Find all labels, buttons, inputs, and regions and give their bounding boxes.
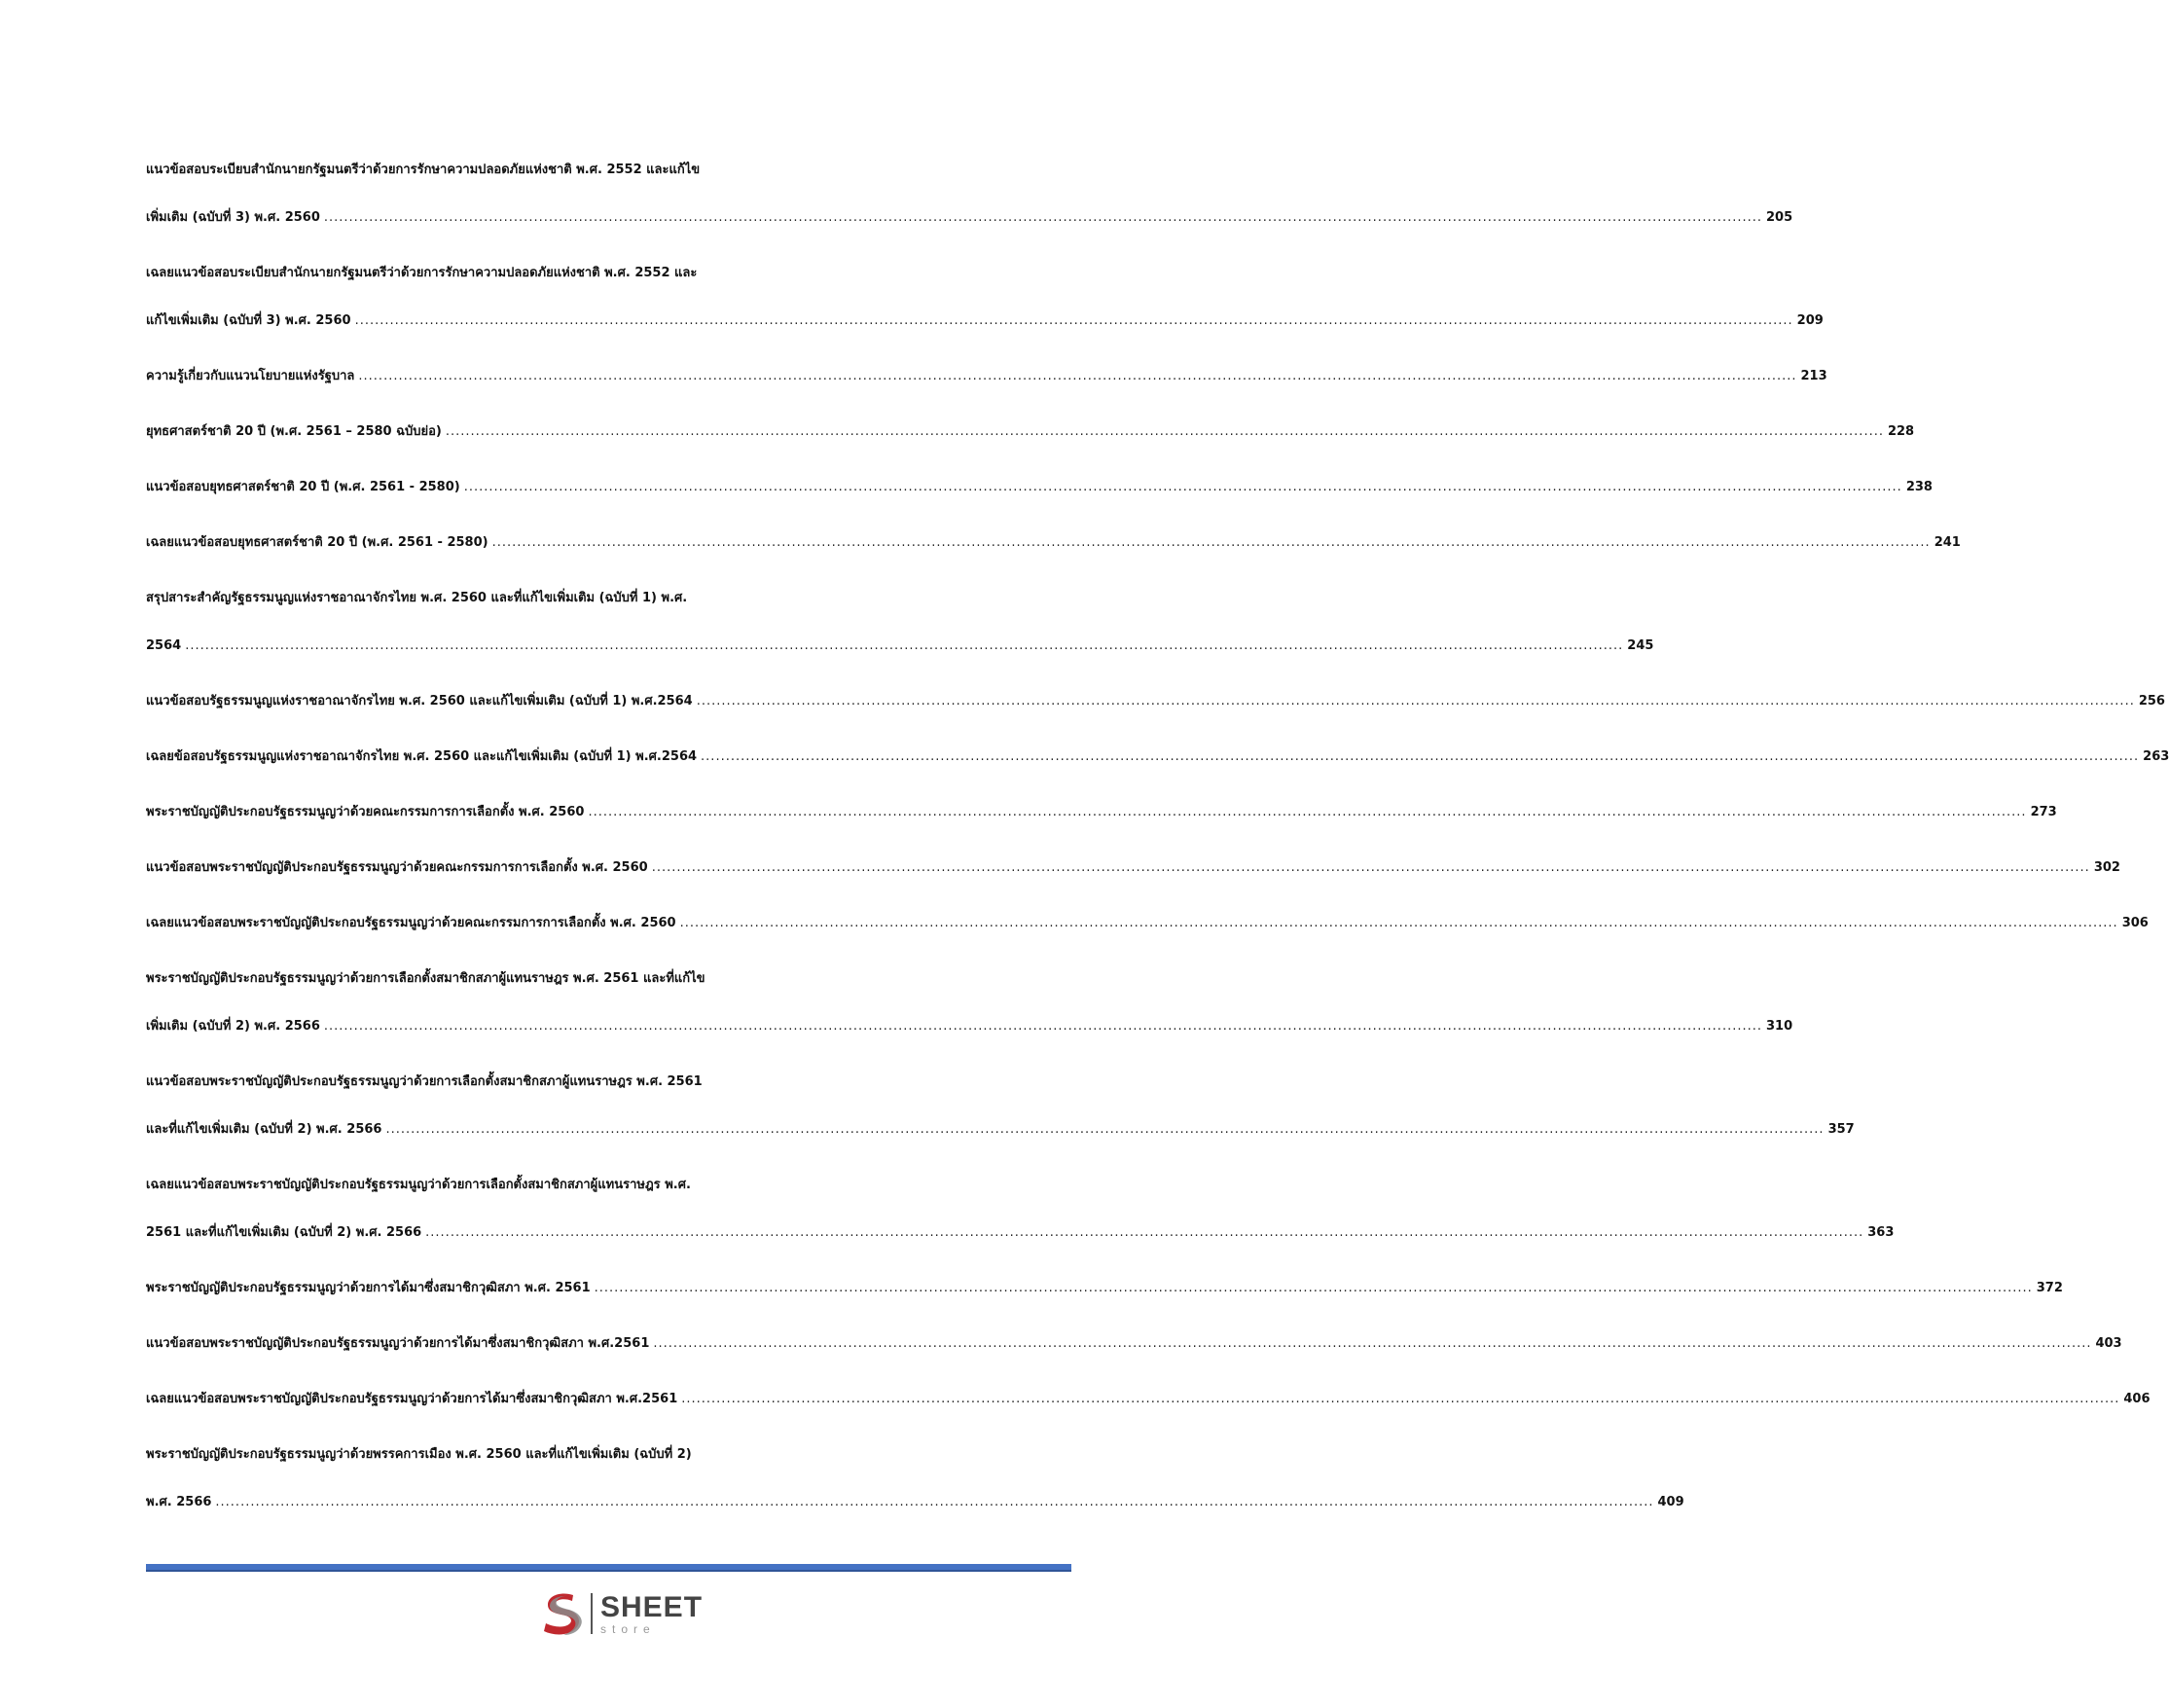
- toc-dot-leader: [358, 352, 1796, 400]
- toc-entry[interactable]: [146, 1375, 2151, 1423]
- toc-entry-last-line: [146, 297, 1824, 345]
- toc-page-number: 306: [2121, 916, 2149, 930]
- toc-dot-leader: [595, 1264, 2033, 1312]
- toc-entry[interactable]: [146, 788, 2057, 836]
- toc-entry-title-line: พระราชบัญญัติประกอบรัฐธรรมนูญว่าด้วยพรรคการเมือง พ.ศ. 2560 และที่แก้ไขเพิ่มเติม (ฉบับที่ 2): [146, 1447, 692, 1462]
- toc-entry-title: พระราชบัญญัติประกอบรัฐธรรมนูญว่าด้วยคณะกรรมการการเลือกตั้ง พ.ศ. 2560: [146, 805, 585, 819]
- toc-page-number: 241: [1934, 535, 1961, 550]
- toc-dot-leader: [653, 1320, 2091, 1367]
- toc-entry[interactable]: [146, 677, 2165, 725]
- toc-page-number: 238: [1905, 480, 1933, 494]
- toc-entry-title: ความรู้เกี่ยวกับแนวนโยบายแห่งรัฐบาล: [146, 369, 355, 383]
- toc-entry[interactable]: [146, 733, 2169, 781]
- toc-entry-last-line: [146, 1264, 2063, 1312]
- toc-entry-title-line: เฉลยแนวข้อสอบพระราชบัญญัติประกอบรัฐธรรมนูญว่าด้วยการเลือกตั้งสมาชิกสภาผู้แทนราษฎร พ.ศ.: [146, 1178, 691, 1192]
- toc-entry[interactable]: [146, 408, 1915, 455]
- toc-entry[interactable]: [146, 146, 1793, 241]
- toc-entry-last-line: [146, 733, 2169, 781]
- toc-page-number: 263: [2143, 749, 2169, 764]
- toc-entry-title: 2564: [146, 638, 182, 653]
- toc-page-number: 245: [1627, 638, 1654, 653]
- toc-entry[interactable]: [146, 1431, 1684, 1526]
- toc-page-number: 256: [2138, 694, 2165, 709]
- logo-main-text: SHEET: [600, 1590, 704, 1623]
- toc-entry-last-line: [146, 463, 1933, 511]
- toc-page-number: 403: [2095, 1336, 2122, 1351]
- toc-entry-title: เฉลยแนวข้อสอบพระราชบัญญัติประกอบรัฐธรรมนูญว่าด้วยคณะกรรมการการเลือกตั้ง พ.ศ. 2560: [146, 916, 676, 930]
- toc-entry-title: แนวข้อสอบพระราชบัญญัติประกอบรัฐธรรมนูญว่าด้วยคณะกรรมการการเลือกตั้ง พ.ศ. 2560: [146, 860, 648, 875]
- sheet-store-logo-icon: [540, 1589, 585, 1638]
- toc-entry-last-line: [146, 622, 1654, 670]
- toc-entry-title: เฉลยข้อสอบรัฐธรรมนูญแห่งราชอาณาจักรไทย พ.ศ. 2560 และแก้ไขเพิ่มเติม (ฉบับที่ 1) พ.ศ.2564: [146, 749, 698, 764]
- toc-page-number: 302: [2093, 860, 2120, 875]
- toc-dot-leader: [446, 408, 1884, 455]
- toc-entry-title: แนวข้อสอบรัฐธรรมนูญแห่งราชอาณาจักรไทย พ.ศ. 2560 และแก้ไขเพิ่มเติม (ฉบับที่ 1) พ.ศ.2564: [146, 694, 693, 709]
- toc-page-number: 228: [1887, 424, 1915, 439]
- toc-entry-title-line: เฉลยแนวข้อสอบระเบียบสำนักนายกรัฐมนตรีว่าด้วยการรักษาความปลอดภัยแห่งชาติ พ.ศ. 2552 และ: [146, 266, 698, 280]
- toc-entry[interactable]: [146, 352, 1827, 400]
- toc-dot-leader: [464, 463, 1902, 511]
- toc-entry-last-line: [146, 194, 1793, 241]
- toc-page-number: 213: [1800, 369, 1827, 383]
- toc-dot-leader: [652, 844, 2090, 891]
- toc-page-number: 310: [1766, 1019, 1793, 1034]
- toc-entry-title: เพิ่มเติม (ฉบับที่ 2) พ.ศ. 2566: [146, 1019, 320, 1034]
- toc-dot-leader: [215, 1478, 1653, 1526]
- toc-entry[interactable]: [146, 1320, 2122, 1367]
- toc-dot-leader: [701, 733, 2139, 781]
- toc-entry[interactable]: [146, 249, 1824, 345]
- toc-dot-leader: [681, 1375, 2119, 1423]
- toc-page-number: 406: [2123, 1392, 2151, 1406]
- toc-page-number: 209: [1796, 313, 1824, 328]
- toc-page-number: 363: [1867, 1225, 1895, 1240]
- toc-dot-leader: [324, 194, 1762, 241]
- toc-entry[interactable]: [146, 574, 1654, 670]
- toc-page-number: 273: [2030, 805, 2057, 819]
- toc-entry[interactable]: [146, 463, 1933, 511]
- toc-entry[interactable]: [146, 955, 1793, 1050]
- toc-page-number: 409: [1657, 1495, 1684, 1509]
- toc-page-number: 205: [1766, 210, 1793, 225]
- toc-entry-title-line: แนวข้อสอบระเบียบสำนักนายกรัฐมนตรีว่าด้วยการรักษาความปลอดภัยแห่งชาติ พ.ศ. 2552 และแก้ไข: [146, 163, 701, 177]
- logo-wordmark: [600, 1590, 704, 1636]
- table-of-contents: [146, 146, 2169, 1534]
- toc-entry-last-line: [146, 519, 1961, 566]
- toc-dot-leader: [680, 899, 2118, 947]
- toc-entry-title-line: สรุปสาระสำคัญรัฐธรรมนูญแห่งราชอาณาจักรไทย พ.ศ. 2560 และที่แก้ไขเพิ่มเติม (ฉบับที่ 1) พ.ศ.: [146, 591, 688, 605]
- toc-dot-leader: [588, 788, 2026, 836]
- toc-entry-title: พ.ศ. 2566: [146, 1495, 212, 1509]
- toc-entry-last-line: [146, 352, 1827, 400]
- toc-entry-last-line: [146, 788, 2057, 836]
- toc-dot-leader: [185, 622, 1623, 670]
- toc-entry-last-line: [146, 1002, 1793, 1050]
- toc-entry-last-line: [146, 1478, 1684, 1526]
- toc-entry-last-line: [146, 1209, 1895, 1256]
- toc-entry[interactable]: [146, 519, 1961, 566]
- toc-entry[interactable]: [146, 844, 2120, 891]
- toc-dot-leader: [425, 1209, 1863, 1256]
- toc-entry-last-line: [146, 1375, 2151, 1423]
- toc-entry-last-line: [146, 1320, 2122, 1367]
- toc-entry-title: เฉลยแนวข้อสอบพระราชบัญญัติประกอบรัฐธรรมนูญว่าด้วยการได้มาซึ่งสมาชิกวุฒิสภา พ.ศ.2561: [146, 1392, 678, 1406]
- footer-divider: [146, 1564, 1071, 1572]
- toc-dot-leader: [324, 1002, 1762, 1050]
- toc-entry[interactable]: [146, 899, 2149, 947]
- toc-entry-title: ยุทธศาสตร์ชาติ 20 ปี (พ.ศ. 2561 – 2580 ฉบับย่อ): [146, 424, 442, 439]
- toc-entry-last-line: [146, 1106, 1855, 1153]
- toc-entry-last-line: [146, 844, 2120, 891]
- toc-dot-leader: [492, 519, 1931, 566]
- toc-entry[interactable]: [146, 1264, 2063, 1312]
- toc-page-number: 372: [2036, 1281, 2063, 1295]
- logo-separator: [591, 1593, 593, 1634]
- toc-entry-title: 2561 และที่แก้ไขเพิ่มเติม (ฉบับที่ 2) พ.ศ. 2566: [146, 1225, 422, 1240]
- toc-entry-last-line: [146, 677, 2165, 725]
- toc-entry-title-line: แนวข้อสอบพระราชบัญญัติประกอบรัฐธรรมนูญว่าด้วยการเลือกตั้งสมาชิกสภาผู้แทนราษฎร พ.ศ. 2561: [146, 1074, 703, 1089]
- toc-entry-title-line: พระราชบัญญัติประกอบรัฐธรรมนูญว่าด้วยการเลือกตั้งสมาชิกสภาผู้แทนราษฎร พ.ศ. 2561 และที่แก้ไข: [146, 971, 705, 986]
- toc-dot-leader: [385, 1106, 1824, 1153]
- toc-entry-title: และที่แก้ไขเพิ่มเติม (ฉบับที่ 2) พ.ศ. 2566: [146, 1122, 382, 1137]
- toc-entry-title: แนวข้อสอบพระราชบัญญัติประกอบรัฐธรรมนูญว่าด้วยการได้มาซึ่งสมาชิกวุฒิสภา พ.ศ.2561: [146, 1336, 650, 1351]
- toc-entry-last-line: [146, 408, 1915, 455]
- logo-sub-text: store: [600, 1621, 656, 1636]
- toc-entry-title: เพิ่มเติม (ฉบับที่ 3) พ.ศ. 2560: [146, 210, 320, 225]
- toc-entry-title: แนวข้อสอบยุทธศาสตร์ชาติ 20 ปี (พ.ศ. 2561 - 2580): [146, 480, 460, 494]
- toc-dot-leader: [355, 297, 1793, 345]
- sheet-store-logo: [540, 1586, 703, 1641]
- toc-entry-title: เฉลยแนวข้อสอบยุทธศาสตร์ชาติ 20 ปี (พ.ศ. 2561 - 2580): [146, 535, 488, 550]
- toc-entry-title: แก้ไขเพิ่มเติม (ฉบับที่ 3) พ.ศ. 2560: [146, 313, 351, 328]
- toc-dot-leader: [697, 677, 2135, 725]
- toc-entry[interactable]: [146, 1161, 1895, 1256]
- toc-entry[interactable]: [146, 1058, 1855, 1153]
- toc-entry-title: พระราชบัญญัติประกอบรัฐธรรมนูญว่าด้วยการได้มาซึ่งสมาชิกวุฒิสภา พ.ศ. 2561: [146, 1281, 591, 1295]
- toc-entry-last-line: [146, 899, 2149, 947]
- toc-page-number: 357: [1827, 1122, 1855, 1137]
